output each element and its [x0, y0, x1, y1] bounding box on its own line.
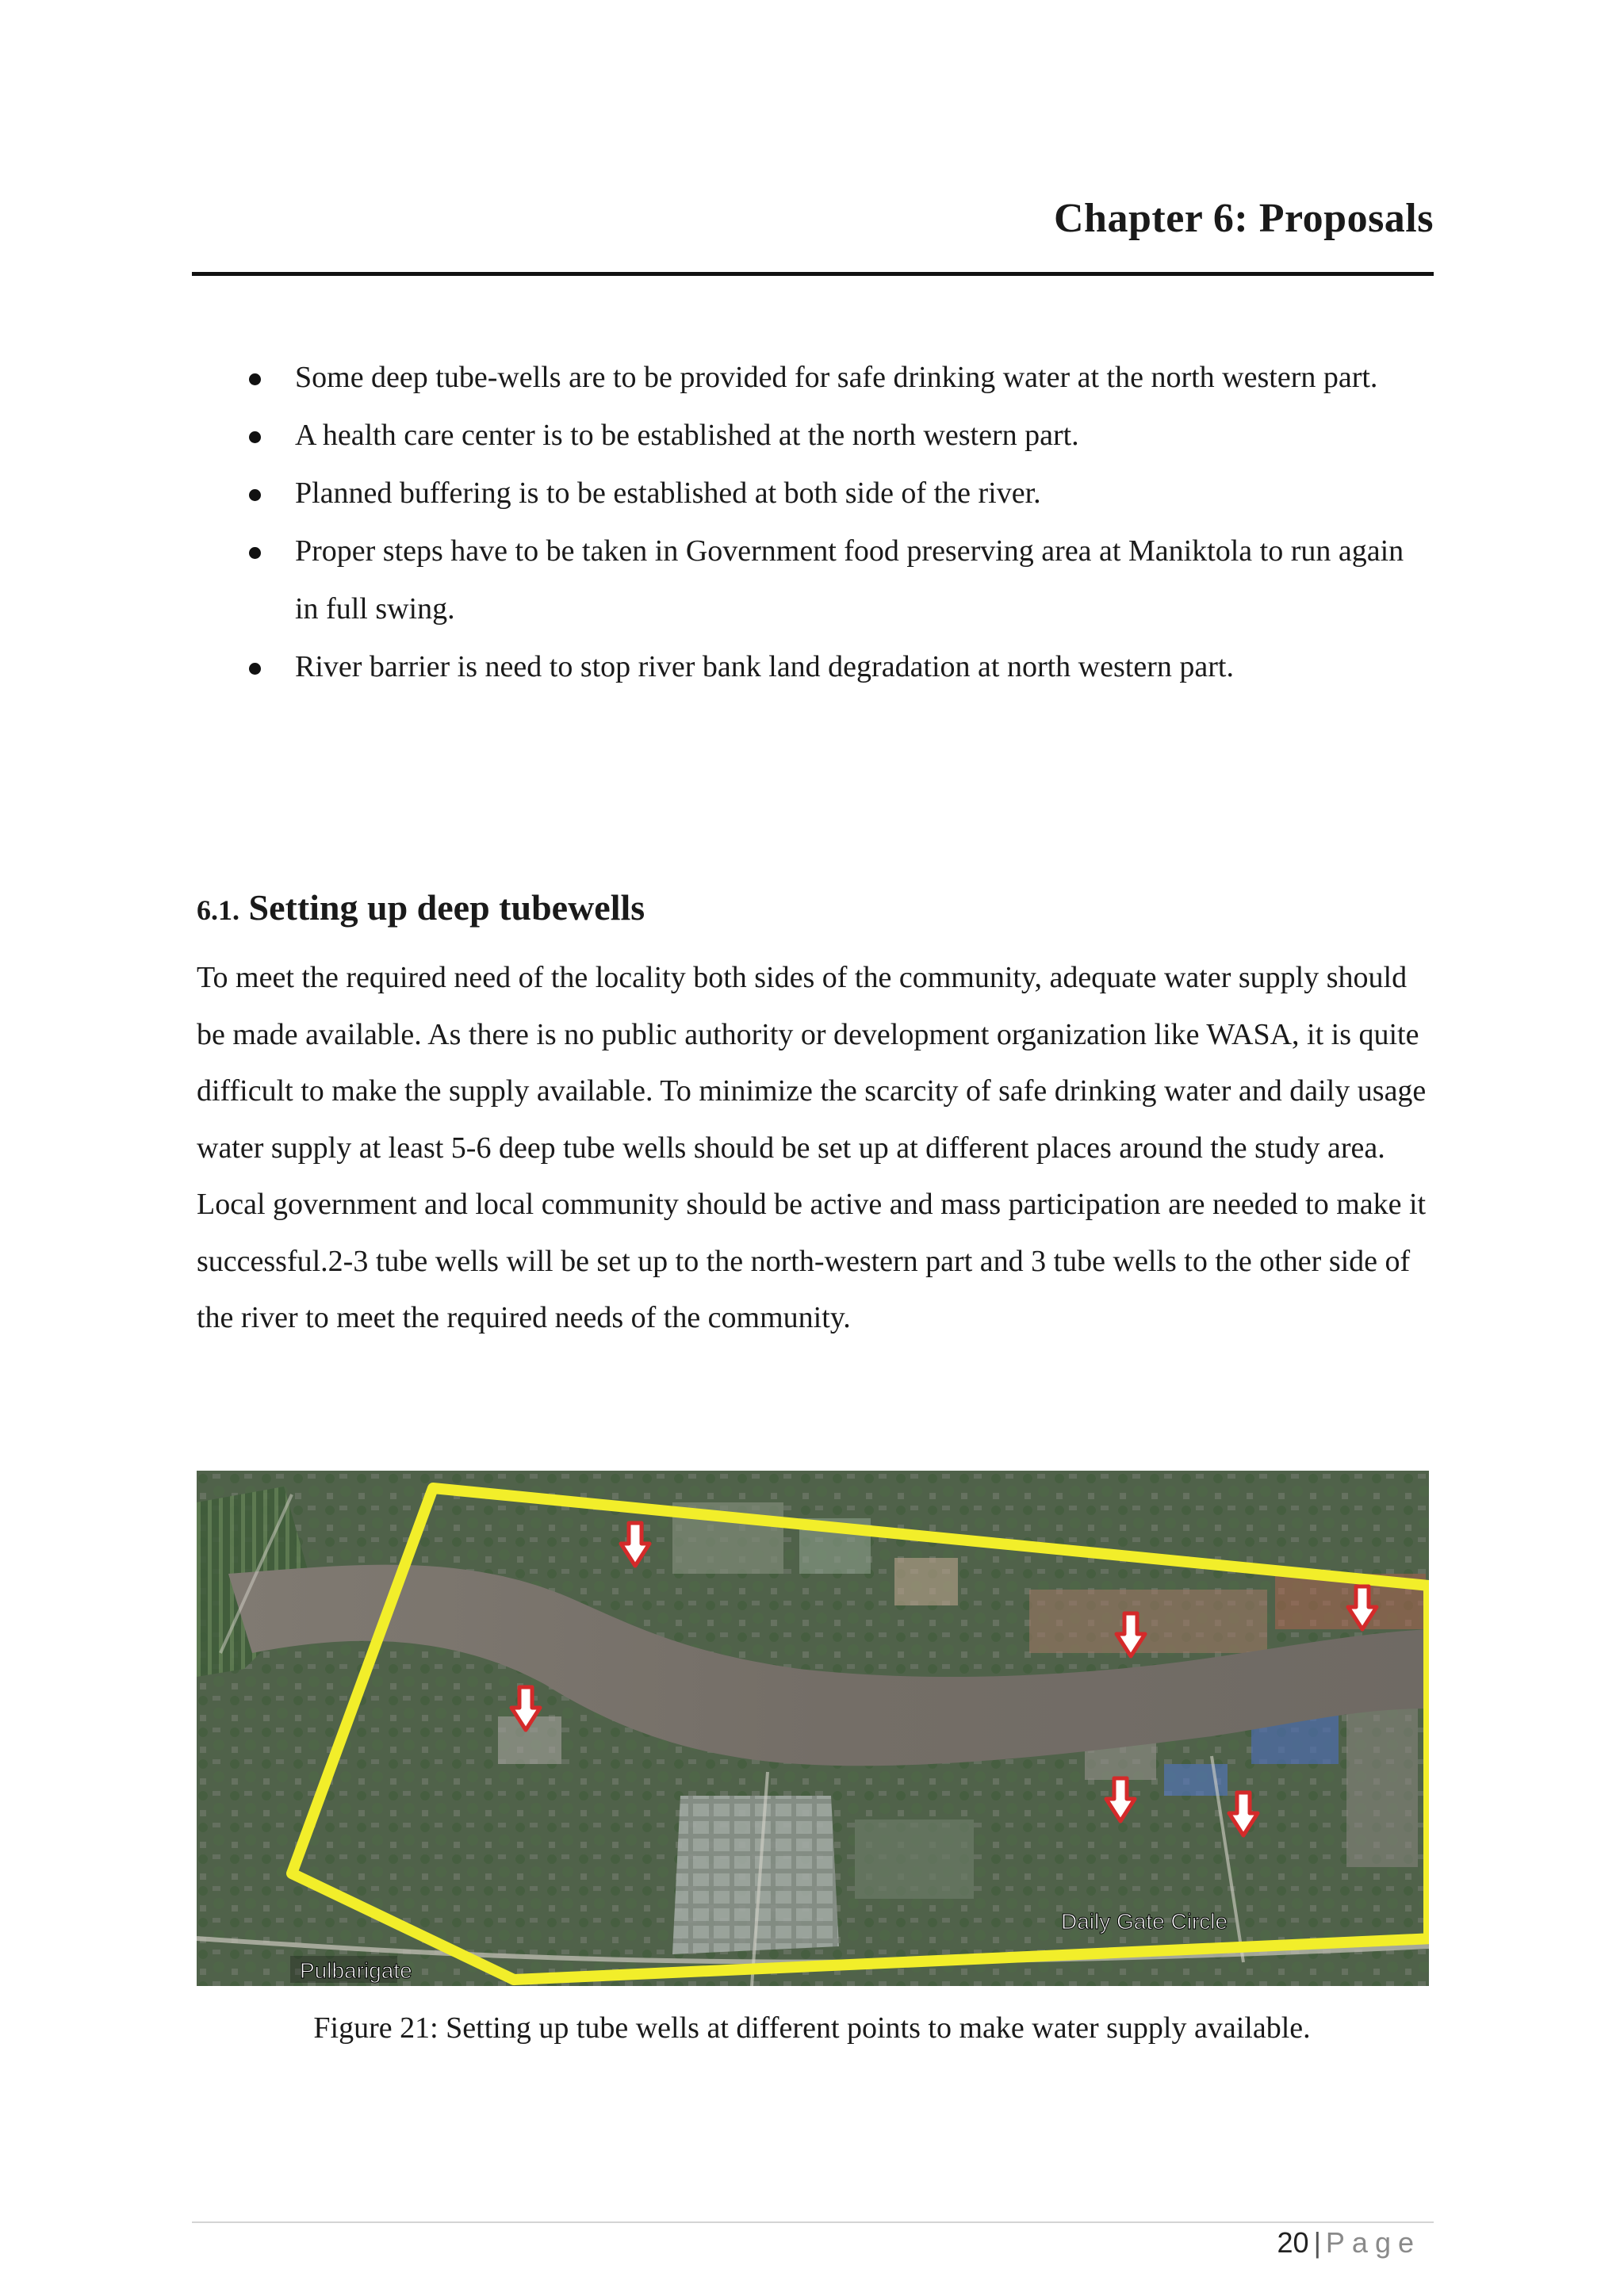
bullet-dot	[249, 373, 261, 385]
bullet-text: Some deep tube-wells are to be provided for safe drinking water at the north western part.	[295, 361, 1378, 394]
satellite-map-figure	[197, 1471, 1429, 1986]
section-title: Setting up deep tubewells	[248, 887, 645, 928]
bullet-item	[238, 522, 1427, 638]
header-rule	[192, 272, 1434, 276]
bullet-dot	[249, 663, 261, 675]
footer-rule	[192, 2221, 1434, 2223]
map-label-pulbarigate: Pulbarigate	[300, 1958, 412, 1983]
page-separator: |	[1313, 2226, 1321, 2259]
bullet-dot	[249, 547, 261, 559]
chapter-title: Chapter 6: Proposals	[1054, 196, 1434, 241]
figure-caption: Figure 21: Setting up tube wells at different points to make water supply available.	[313, 2011, 1311, 2045]
bullet-dot	[249, 489, 261, 501]
page-footer	[1277, 2226, 1421, 2260]
page-word: Page	[1325, 2226, 1421, 2259]
bullet-item	[238, 638, 1427, 696]
bullet-item	[238, 407, 1427, 465]
map-label-daily-gate-circle: Daily Gate Circle	[1061, 1909, 1228, 1934]
bullet-item	[238, 465, 1427, 522]
section-number: 6.1.	[197, 894, 239, 926]
bullet-text: A health care center is to be established at the north western part.	[295, 419, 1079, 452]
bullet-text: Planned buffering is to be established at both side of the river.	[295, 476, 1041, 510]
bullet-dot	[249, 431, 261, 443]
proposal-bullet-list	[238, 349, 1427, 696]
bullet-text: River barrier is need to stop river bank land degradation at north western part.	[295, 650, 1234, 683]
section-heading	[197, 886, 645, 928]
bullet-text: Proper steps have to be taken in Government food preserving area at Maniktola to run again in full swing.	[295, 534, 1404, 626]
satellite-map	[197, 1471, 1429, 1986]
section-paragraph: To meet the required need of the locality both sides of the community, adequate water supply should be made available. As there is no public authority or development organization like WASA, it is quite difficult to make the supply available. To minimize the scarcity of safe drinking water and daily usage water supply at least 5-6 deep tube wells should be set up at different places around the study area. Local government and local community should be active and mass participation are needed to make it successful.2-3 tube wells will be set up to the north-western part and 3 tube wells to the other side of the river to meet the required needs of the community.	[197, 961, 1427, 1334]
bullet-item	[238, 349, 1427, 407]
page-number: 20	[1277, 2226, 1309, 2259]
